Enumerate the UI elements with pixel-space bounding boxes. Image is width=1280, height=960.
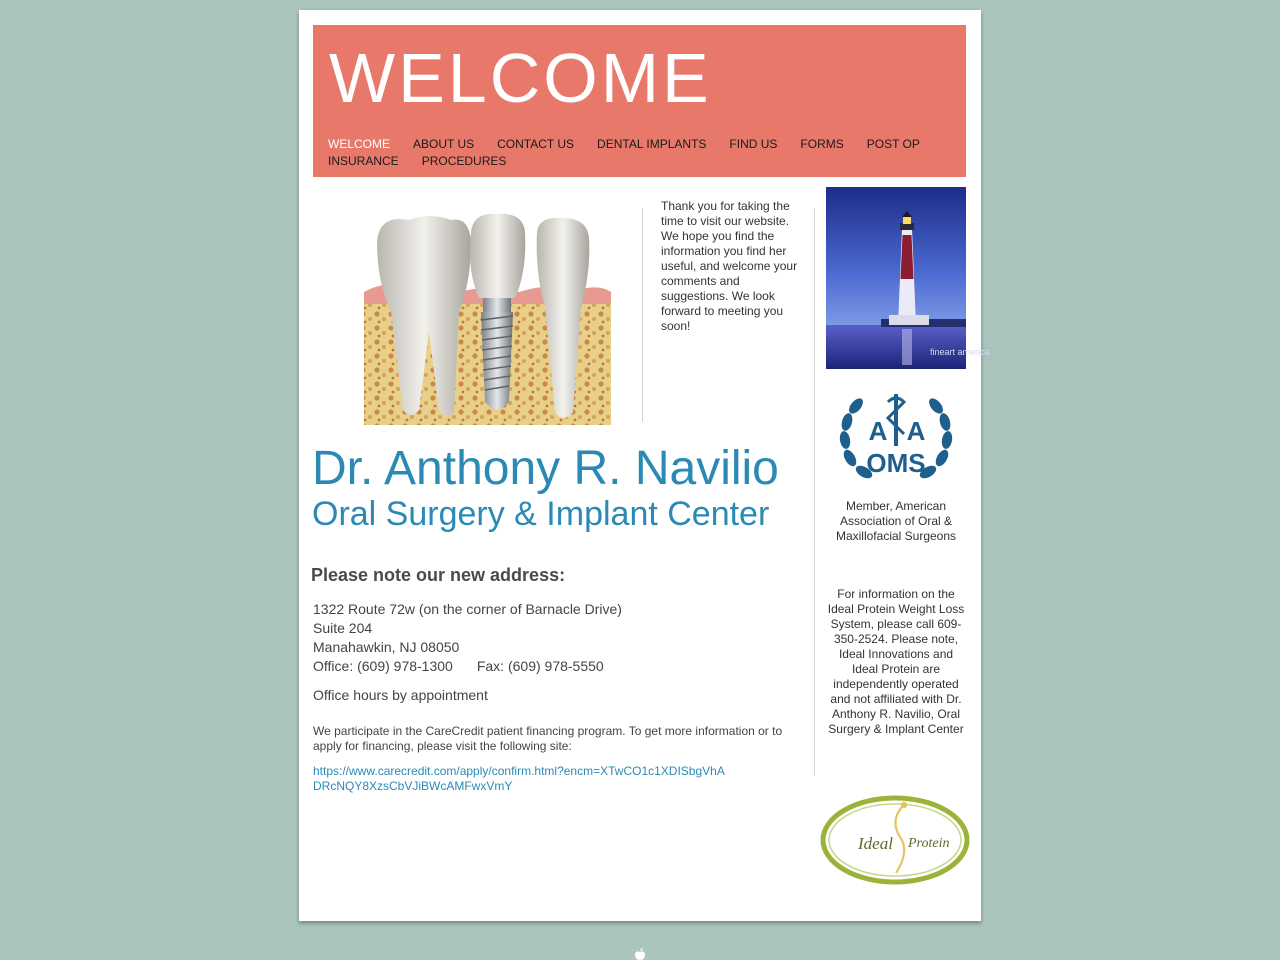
office-hours: Office hours by appointment: [313, 687, 488, 703]
membership-text: Member, American Association of Oral & Maxillofacial Surgeons: [835, 499, 957, 543]
main-nav: [328, 136, 948, 170]
sidebar-divider: [814, 208, 815, 776]
page-container: [299, 10, 990, 921]
ideal-logo-word-1: Ideal: [858, 834, 893, 853]
nav-forms[interactable]: FORMS: [800, 137, 844, 151]
ideal-protein-logo[interactable]: [818, 793, 972, 889]
aaoms-letter-a2: A: [906, 416, 926, 446]
aaoms-letter-a1: A: [868, 416, 888, 446]
nav-contact-us[interactable]: CONTACT US: [497, 137, 575, 151]
nav-about-us[interactable]: ABOUT US: [413, 137, 475, 151]
page-title: WELCOME: [329, 39, 712, 117]
carecredit-text: We participate in the CareCredit patient financing program. To get more information or to apply for financing, please visit the following site:: [313, 724, 783, 753]
ideal-logo-word-2: Protein: [908, 836, 950, 851]
aaoms-logo: [836, 388, 956, 490]
dental-implant-illustration: [359, 212, 611, 425]
address-heading: Please note our new address:: [311, 565, 566, 585]
doctor-name: Dr. Anthony R. Navilio: [312, 442, 779, 495]
fax-number: Fax: (609) 978-5550: [476, 658, 604, 674]
nav-dental-implants[interactable]: DENTAL IMPLANTS: [597, 137, 707, 151]
lighthouse-photo: [826, 187, 990, 369]
welcome-message: Thank you for taking the time to visit our website. We hope you find the information you find her useful, and welcome your comments and suggestions. We look forward to meeting you soon!: [661, 199, 798, 333]
lighthouse-watermark: fineart america: [930, 347, 990, 357]
header-banner: [313, 25, 966, 177]
center-name: Oral Surgery & Implant Center: [312, 495, 770, 533]
nav-welcome[interactable]: WELCOME: [328, 137, 391, 151]
office-phone: Office: (609) 978-1300: [313, 658, 453, 674]
ideal-protein-info: For information on the Ideal Protein Weight Loss System, please call 609-350-2524. Please note, Ideal Innovations and Ideal Protein are independently operated and not affiliated with Dr. Anthony R. Navilio, Oral Surgery & Implant Center: [827, 587, 965, 736]
content-divider: [642, 208, 643, 422]
address-line-2: Suite 204: [313, 620, 373, 636]
phone-line: [313, 657, 622, 676]
address-line-3: Manahawkin, NJ 08050: [313, 639, 460, 655]
aaoms-letters-oms: OMS: [866, 448, 926, 478]
nav-find-us[interactable]: FIND US: [729, 137, 778, 151]
carecredit-link[interactable]: https://www.carecredit.com/apply/confirm.html?encm=XTwCO1c1XDISbgVhADRcNQY8XzsCbVJiBWcAMFwxVmY: [313, 764, 725, 793]
address-line-1: 1322 Route 72w (on the corner of Barnacle Drive): [313, 601, 622, 617]
apple-icon: [632, 948, 648, 960]
nav-procedures[interactable]: PROCEDURES: [421, 154, 507, 168]
nav-post-op[interactable]: POST OP: [866, 137, 920, 151]
address-block: [313, 600, 622, 676]
nav-insurance[interactable]: INSURANCE: [328, 154, 399, 168]
